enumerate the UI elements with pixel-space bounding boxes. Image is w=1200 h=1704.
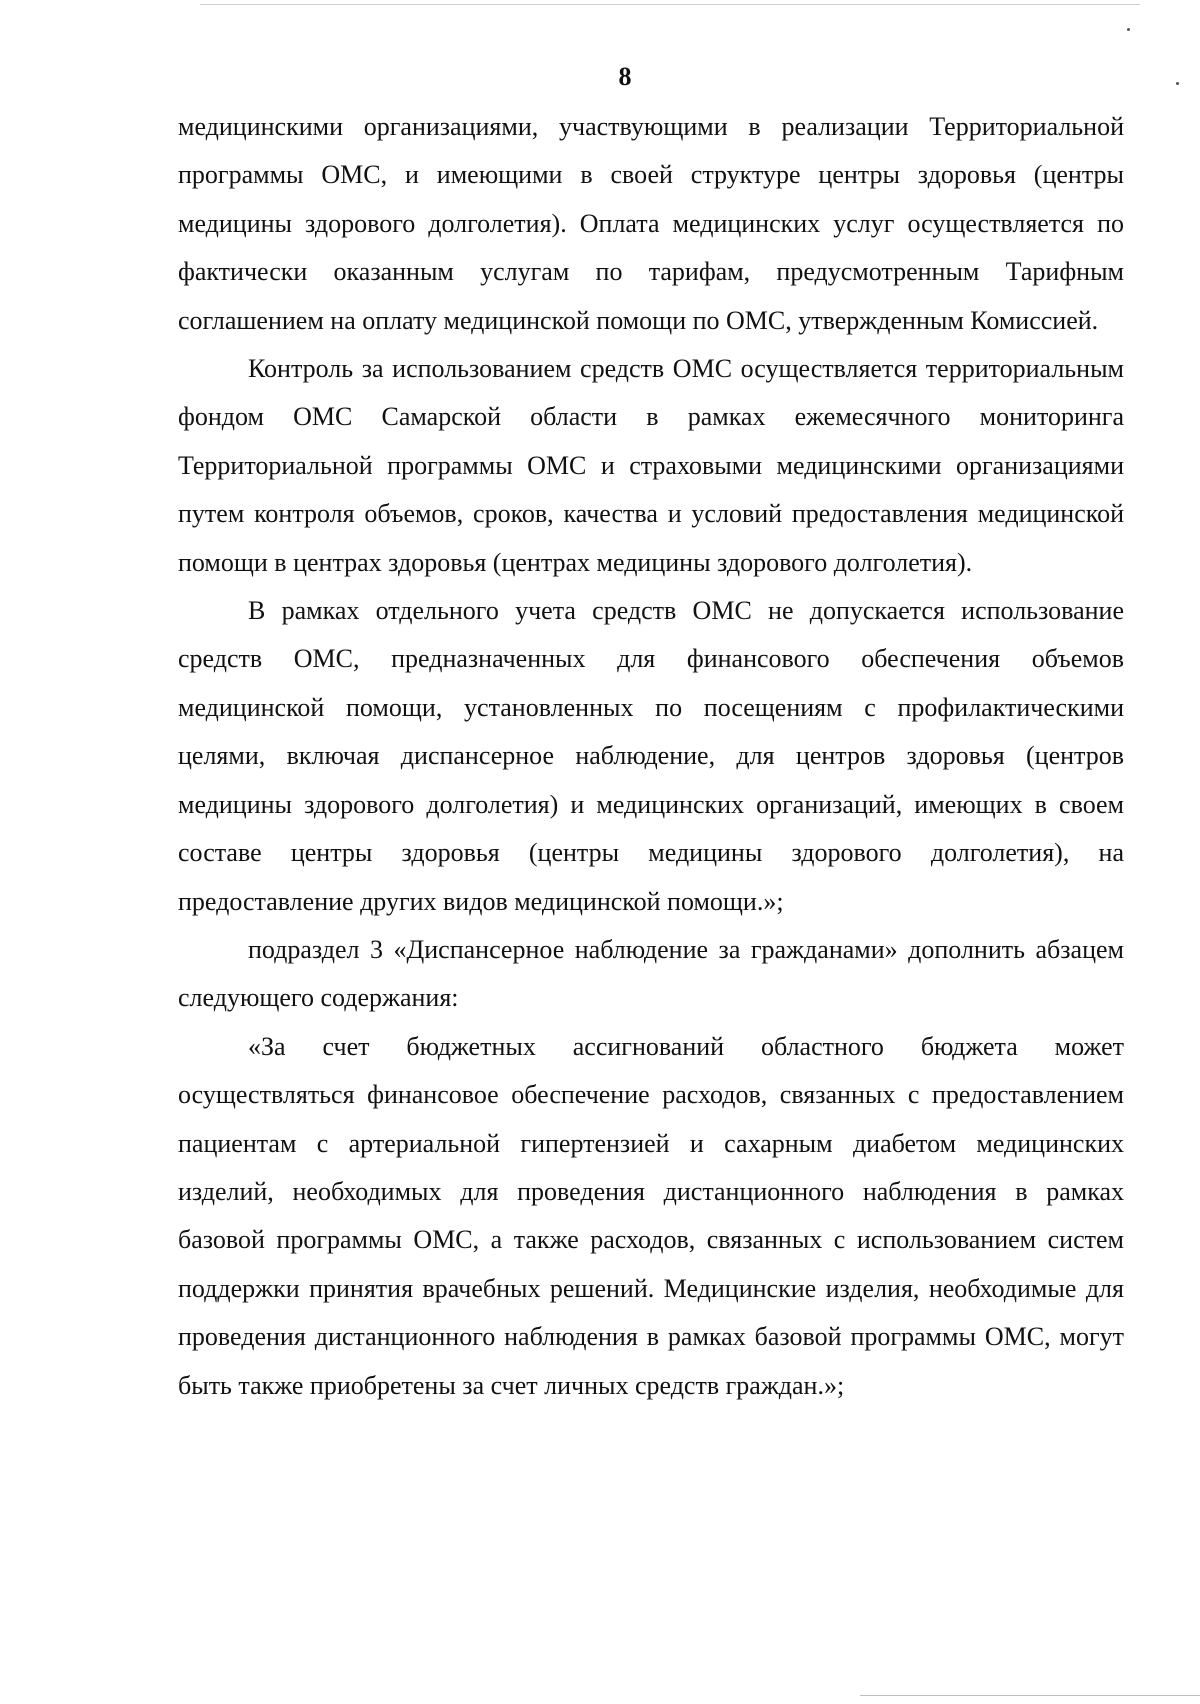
paragraph-subsection-amendment: подраздел 3 «Диспансерное наблюдение за гражданами» дополнить абзацем следующего содержания: [178,934,1124,1013]
scan-edge-line-top [200,4,1140,5]
paragraph-separate-accounting: В рамках отдельного учета средств ОМС не допускается использование средств ОМС, предназначенных для финансового обеспечения объемов медицинской помощи, установленных по посещениям с профилактическими целями, включая диспансерное наблюдение, для центров здоровья (центров медицины здорового долголетия) и медицинских организаций, имеющих в своем составе центры здоровья (центры медицины здорового долголетия), на предоставление других видов медицинской помощи.»; [178,596,1124,916]
document-body [178,103,1124,1410]
page-number: 8 [618,62,632,91]
paragraph-control: Контроль за использованием средств ОМС осуществляется территориальным фондом ОМС Самарской области в рамках ежемесячного мониторинга Территориальной программы ОМС и страховыми медицинскими организациями путем контроля объемов, сроков, качества и условий предоставления медицинской помощи в центрах здоровья (центрах медицины здорового долголетия). [178,354,1124,577]
paragraph-quoted-insertion: «За счет бюджетных ассигнований областного бюджета может осуществляться финансовое обеспечение расходов, связанных с предоставлением пациентам с артериальной гипертензией и сахарным диабетом медицинских изделий, необходимых для проведения дистанционного наблюдения в рамках базовой программы ОМС, а также расходов, связанных с использованием систем поддержки принятия врачебных решений. Медицинские изделия, необходимые для проведения дистанционного наблюдения в рамках базовой программы ОМС, могут быть также приобретены за счет личных средств граждан.»; [178,1031,1124,1400]
paragraph-continuation: медицинскими организациями, участвующими в реализации Территориальной программы ОМС, и имеющими в своей структуре центры здоровья (центры медицины здорового долголетия). Оплата медицинских услуг осуществляется по фактически оказанным услугам по тарифам, предусмотренным Тарифным соглашением на оплату медицинской помощи по ОМС, утвержденным Комиссией. [178,112,1124,335]
scan-speck [1127,28,1130,31]
scan-edge-line-bottom [860,1695,1200,1696]
